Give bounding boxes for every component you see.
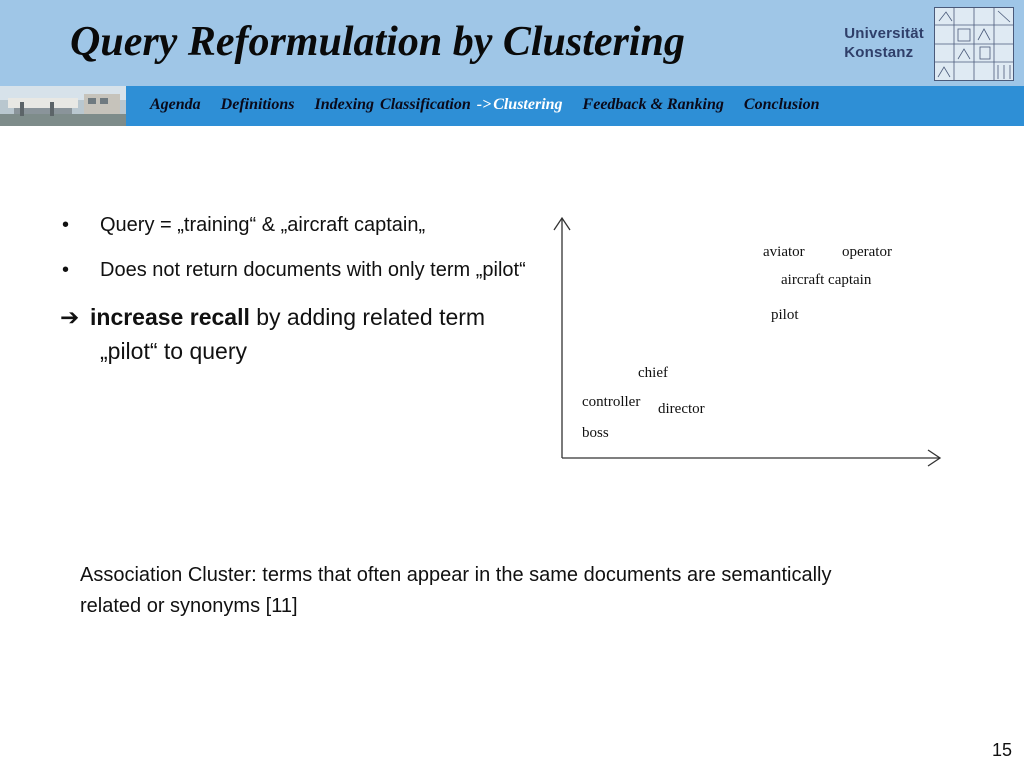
bullet-list: [60, 210, 530, 368]
nav-items: [150, 96, 839, 118]
university-logo-icon: [934, 7, 1014, 81]
term-pilot: pilot: [771, 307, 799, 323]
university-logo-text: [844, 24, 924, 62]
nav-active-prefix: ->: [476, 96, 492, 113]
nav-item-definitions[interactable]: Definitions: [220, 96, 295, 113]
nav-item-clustering[interactable]: Clustering: [493, 96, 563, 113]
bullet-item: [60, 255, 530, 285]
nav-item-classification[interactable]: Classification: [380, 96, 471, 113]
term-aircraft-captain: aircraft captain: [781, 272, 872, 288]
nav-item-indexing[interactable]: Indexing: [314, 96, 375, 113]
bullet-text: Query = „training“ & „aircraft captain„: [100, 214, 426, 236]
nav-item-feedback-ranking[interactable]: Feedback & Ranking: [582, 96, 724, 113]
term-boss: boss: [582, 425, 609, 441]
term-controller: controller: [582, 394, 641, 410]
term-aviator: aviator: [763, 244, 805, 260]
slide-title: Query Reformulation by Clustering: [70, 19, 685, 65]
page-number: 15: [991, 740, 1012, 760]
term-director: director: [658, 401, 705, 417]
conclusion-line: [60, 300, 530, 368]
right-arrow-icon: ➔: [60, 304, 80, 330]
nav-item-conclusion[interactable]: Conclusion: [743, 96, 820, 113]
bullet-marker: •: [62, 259, 70, 281]
bullet-marker: •: [62, 214, 70, 236]
term-operator: operator: [842, 244, 892, 260]
conclusion-rest: by adding related term „pilot“ to query: [100, 304, 486, 364]
conclusion-bold: increase recall: [90, 304, 250, 330]
term-chief: chief: [638, 365, 668, 381]
figure-caption: Association Cluster: terms that often appear in the same documents are semantically related or synonyms [11]: [80, 564, 832, 617]
logo-line-1: Universität: [844, 25, 924, 42]
bullet-item: [60, 210, 530, 240]
bullet-text: Does not return documents with only term „pilot“: [100, 259, 526, 281]
term-cluster-figure: [548, 212, 948, 474]
nav-item-agenda[interactable]: Agenda: [150, 96, 201, 113]
logo-line-2: Konstanz: [844, 44, 914, 61]
campus-photo-icon: [0, 86, 126, 126]
